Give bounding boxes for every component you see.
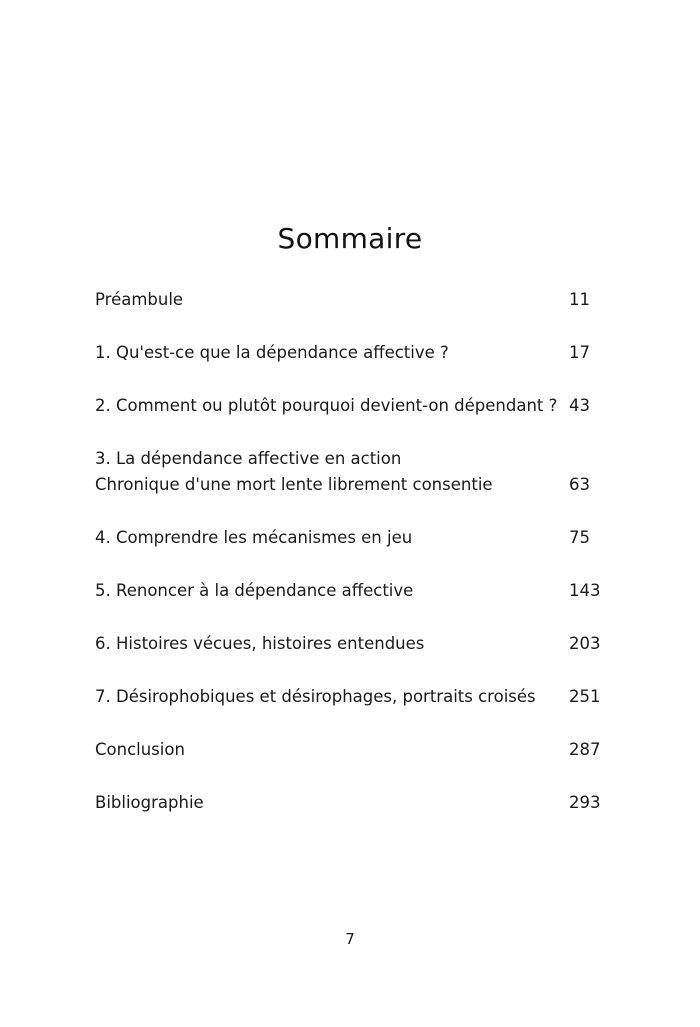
toc-entry-label: Conclusion: [95, 740, 185, 759]
toc-entry-page: 287: [569, 740, 601, 759]
toc-entry-page: 43: [569, 396, 590, 415]
toc-entry-label: 4. Comprendre les mécanismes en jeu: [95, 528, 413, 547]
table-of-contents: [95, 287, 615, 843]
toc-entry-chapter-4: [95, 525, 615, 551]
page-title: Sommaire: [277, 222, 423, 255]
page-number: 7: [345, 930, 355, 948]
toc-entry-chapter-6: [95, 631, 615, 657]
toc-entry-label: 5. Renoncer à la dépendance affective: [95, 581, 414, 600]
toc-entry-page: 143: [569, 581, 601, 600]
toc-entry-chapter-1: [95, 340, 615, 366]
toc-entry-bibliographie: [95, 790, 615, 816]
toc-entry-page: 203: [569, 634, 601, 653]
toc-entry-label: 6. Histoires vécues, histoires entendues: [95, 634, 425, 653]
toc-entry-chapter-2: [95, 393, 615, 419]
toc-entry-page: 63: [569, 475, 590, 494]
toc-entry-label: 2. Comment ou plutôt pourquoi devient-on dépendant ?: [95, 396, 558, 415]
toc-entry-page: 11: [569, 290, 590, 309]
toc-entry-chapter-3: [95, 446, 615, 498]
toc-entry-label: 3. La dépendance affective en action: [95, 449, 402, 468]
toc-entry-label: Préambule: [95, 290, 184, 309]
toc-entry-page: 251: [569, 687, 601, 706]
toc-entry-label: 7. Désirophobiques et désirophages, portraits croisés: [95, 687, 536, 706]
toc-entry-preambule: [95, 287, 615, 313]
toc-entry-subtitle: Chronique d'une mort lente librement consentie: [95, 475, 493, 494]
toc-entry-page: 75: [569, 528, 590, 547]
toc-entry-page: 293: [569, 793, 601, 812]
toc-entry-page: 17: [569, 343, 590, 362]
toc-entry-label: Bibliographie: [95, 793, 204, 812]
toc-entry-chapter-5: [95, 578, 615, 604]
toc-entry-conclusion: [95, 737, 615, 763]
toc-entry-chapter-7: [95, 684, 615, 710]
toc-entry-label: 1. Qu'est-ce que la dépendance affective ?: [95, 343, 449, 362]
